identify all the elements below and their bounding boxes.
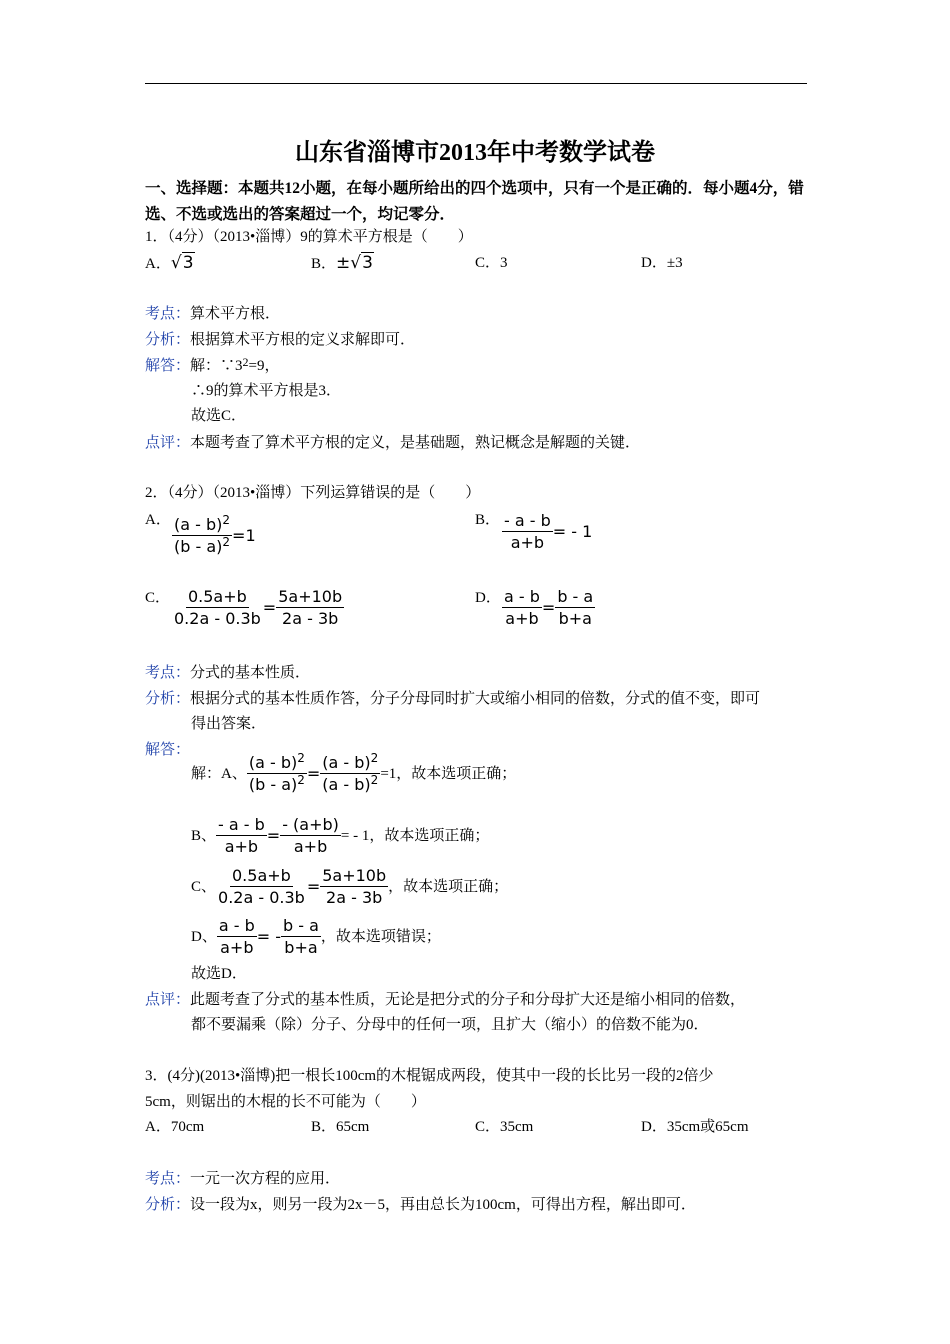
q1-fenxi: 分析：根据算术平方根的定义求解即可． (145, 332, 416, 348)
q1-dianping: 点评：本题考查了算术平方根的定义，是基础题，熟记概念是解题的关键． (145, 435, 641, 451)
q1-option-a: A．√3 (145, 253, 194, 273)
q2-solution-a: 解：A、 $\frac{(a - b)^2}{(b - a)^2}$ = $\frac{(a - b)^2}{(a - b)^2}$ =1，故本选项正确； (191, 751, 517, 794)
q3-kaodian: 考点：一元一次方程的应用． (145, 1171, 341, 1187)
q3-option-a: A．70cm (145, 1119, 205, 1135)
q2-jieda-label: 解答： (145, 742, 191, 758)
fraction: $\frac{- (a+b)}{a+b}$ (282, 815, 339, 856)
fraction: $\frac{5a+10b}{2a - 3b}$ (278, 587, 343, 628)
page-title: 山东省淄博市2013年中考数学试卷 (295, 140, 655, 166)
q2-option-b-label: B． (475, 512, 501, 528)
fraction: $\frac{0.5a+b}{0.2a - 0.3b}$ (174, 587, 261, 628)
q2-option-b-expr: $\frac{- a - b}{a+b}$ = - 1 (504, 511, 593, 552)
sqrt-symbol: √3 (170, 253, 194, 273)
q3-stem: 3．(4分)(2013•淄博)把一根长100cm的木棍锯成两段，使其中一段的长比另一段的2倍少 (145, 1068, 714, 1084)
q2-option-c-expr: $\frac{0.5a+b}{0.2a - 0.3b}$ = $\frac{5a+10b}{2a - 3b}$ (174, 587, 343, 628)
fraction: $\frac{(a - b)^2}{(b - a)^2}$ (174, 513, 231, 556)
fraction: $\frac{a - b}{a+b}$ (218, 916, 255, 957)
fraction: $\frac{a - b}{a+b}$ (504, 587, 540, 628)
top-rule (145, 83, 807, 84)
q3-option-b: B．65cm (311, 1119, 370, 1135)
q2-option-d-expr: $\frac{a - b}{a+b}$ = $\frac{b - a}{b+a}$ (504, 587, 594, 628)
plusminus-sqrt-symbol: ±√3 (336, 253, 373, 273)
q2-option-a-label: A． (145, 512, 171, 528)
q2-jieda-end: 故选D． (191, 966, 247, 982)
q1-option-d: D．±3 (641, 255, 683, 271)
fraction: $\frac{0.5a+b}{0.2a - 0.3b}$ (218, 866, 305, 907)
q2-solution-b: B、 $\frac{- a - b}{a+b}$ = $\frac{- (a+b)}{a+b}$ = - 1，故本选项正确； (191, 815, 490, 856)
q1-kaodian: 考点：算术平方根． (145, 306, 281, 322)
fraction: $\frac{- a - b}{a+b}$ (218, 815, 265, 856)
q2-solution-d: D、 $\frac{a - b}{a+b}$ = - $\frac{b - a}{b+a}$ ，故本选项错误； (191, 916, 441, 957)
q2-kaodian: 考点：分式的基本性质． (145, 665, 311, 681)
q2-option-c-label: C． (145, 590, 171, 606)
q2-option-a-expr: $\frac{(a - b)^2}{(b - a)^2}$ =1 (174, 513, 256, 556)
q2-dianping: 点评：此题考查了分式的基本性质，无论是把分式的分子和分母扩大还是缩小相同的倍数， (145, 992, 746, 1008)
q1-jieda: 解答：解：$\because 3^2=9$， (145, 355, 280, 374)
q1-jieda-line2: ∴9的算术平方根是3． (191, 383, 342, 399)
fraction: $\frac{b - a}{b+a}$ (557, 587, 594, 628)
fraction: $\frac{5a+10b}{2a - 3b}$ (322, 866, 387, 907)
q2-option-d-label: D． (475, 590, 501, 606)
fraction: $\frac{(a - b)^2}{(b - a)^2}$ (248, 751, 305, 794)
q1-option-b: B．±√3 (311, 253, 373, 273)
fraction: $\frac{(a - b)^2}{(a - b)^2}$ (322, 751, 379, 794)
section-heading: 一、选择题：本题共12小题，在每小题所给出的四个选项中，只有一个是正确的．每小题4分，错选、不选或选出的答案超过一个，均记零分． (145, 180, 804, 223)
q2-stem: 2．（4分）（2013•淄博）下列运算错误的是（ ） (145, 485, 481, 501)
q1-jieda-line3: 故选C． (191, 408, 247, 424)
q2-fenxi-line2: 得出答案． (191, 716, 267, 732)
q3-option-d: D．35cm或65cm (641, 1119, 749, 1135)
fraction: $\frac{b - a}{b+a}$ (283, 916, 319, 957)
fraction: $\frac{- a - b}{a+b}$ (504, 511, 551, 552)
q1-option-c: C．3 (475, 255, 508, 271)
q2-fenxi: 分析：根据分式的基本性质作答，分子分母同时扩大或缩小相同的倍数，分式的值不变，即可 (145, 691, 761, 707)
q2-dianping-line2: 都不要漏乘（除）分子、分母中的任何一项，且扩大（缩小）的倍数不能为0． (191, 1017, 709, 1033)
q2-solution-c: C、 $\frac{0.5a+b}{0.2a - 0.3b}$ = $\frac{5a+10b}{2a - 3b}$ ，故本选项正确； (191, 866, 509, 907)
q3-option-c: C．35cm (475, 1119, 534, 1135)
q3-stem-line2: 5cm，则锯出的木棍的长不可能为（ ） (145, 1094, 426, 1110)
q3-fenxi: 分析：设一段为x，则另一段为2x－5，再由总长为100cm，可得出方程，解出即可． (145, 1197, 696, 1213)
q1-stem: 1．（4分）（2013•淄博）9的算术平方根是（ ） (145, 229, 473, 245)
